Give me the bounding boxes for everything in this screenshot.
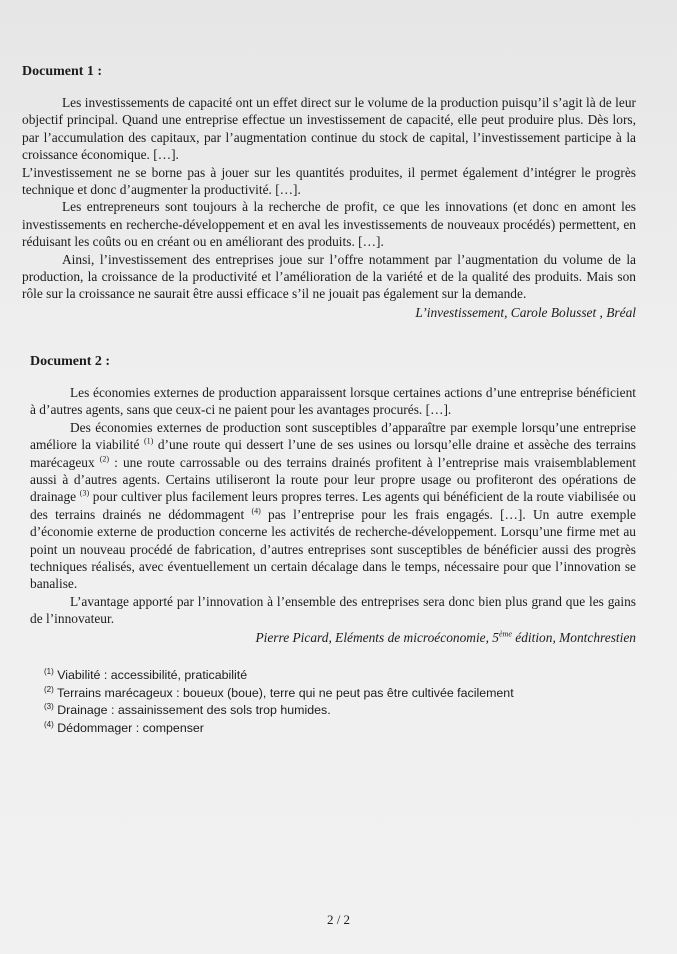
footnote-ref-4: (4) [251, 506, 261, 516]
document-2-title: Document 2 : [30, 354, 111, 369]
document-1-title: Document 1 : [22, 64, 103, 79]
doc1-source: L’investissement, Carole Bolusset , Bréal [415, 304, 636, 320]
footnote-3: $^{(3)}$ Drainage : assainissement des sols trop humides. [44, 701, 331, 717]
doc2-paragraph-2: Des économies externes de production sont susceptibles d’apparaître par exemple lorsqu’une entreprise améliore la viabilité $^{(1)}$ d’une route qui dessert l’une de ses usines ou lorsqu’elle draine et assèche des terrains marécageux $^{(2)}$ : une route carrossable ou des terrains drainés profitent à l’entreprise mais vraisemblablement aussi à d’autres agents. Certains utiliseront la route pour leur propre usage ou profiteront des opérations de drainage $^{(3)}$ pour cultiver plus facilement leurs propres terres. Les agents qui bénéficient de la route viabilisée ou des terrains drainés ne dédommagent $^{(4)}$ pas l’entreprise pour les frais engagés. […]. Un autre exemple d’économie externe de production concerne les activités de recherche-développement. Lorsqu’une firme met au point un nouveau procédé de fabrication, d’autres entreprises sont susceptibles de bénéficier aussi des progrès techniques réalisés, avec éventuellement un certain décalage dans le temps, nécessaire pour que l’innovation se banalise. [30, 419, 636, 592]
document-2 [30, 354, 636, 646]
footnotes [44, 667, 604, 737]
footnote-ref-2: (2) [99, 454, 110, 464]
footnote-1: $^{(1)}$ Viabilité : accessibilité, praticabilité [44, 666, 248, 682]
page-number: 2 / 2 [326, 912, 351, 927]
doc2-source: Pierre Picard, Eléments de microéconomie, 5ème édition, Montchrestien [255, 629, 636, 645]
doc1-paragraph-1: Les investissements de capacité ont un effet direct sur le volume de la production puisqu’il s’agit là de leur objectif principal. Quand une entreprise effectue un investissement de capacité, elle peut produire plus. Dès lors, par l’accumulation des capitaux, par l’augmentation continue du stock de capital, l’investissement participe à la croissance économique. […]. [22, 95, 636, 163]
document-1 [22, 64, 636, 321]
footnote-4: $^{(4)}$ Dédommager : compenser [44, 719, 204, 735]
footnote-2: $^{(2)}$ Terrains marécageux : boueux (boue), terre qui ne peut pas être cultivée facilement [44, 684, 514, 700]
doc2-paragraph-3: L’avantage apporté par l’innovation à l’ensemble des entreprises sera donc bien plus grand que les gains de l’innovateur. [30, 593, 636, 627]
footnote-ref-3: (3) [79, 488, 90, 498]
doc1-paragraph-3: Ainsi, l’investissement des entreprises joue sur l’offre notamment par l’augmentation du volume de la production, la croissance de la productivité et l’amélioration de la variété et de la qualité des produits. Mais son rôle sur la croissance ne saurait être aussi efficace s’il ne jouait pas également sur la demande. [22, 251, 636, 302]
doc2-paragraph-1: Les économies externes de production apparaissent lorsque certaines actions d’une entreprise bénéficient à d’autres agents, sans que ceux-ci ne paient pour les avantages procurés. […]. [30, 385, 636, 418]
doc1-paragraph-2: Les entrepreneurs sont toujours à la recherche de profit, ce que les innovations (et donc en amont les investissements en recherche-développement et en aval les investissements de nouveaux procédés) permettent, en réduisant les coûts ou en créant ou en améliorant des produits. […]. [22, 199, 636, 250]
doc1-paragraph-1b: L’investissement ne se borne pas à jouer sur les quantités produites, il permet également d’intégrer le progrès technique et donc d’augmenter la productivité. […]. [22, 164, 636, 198]
footnote-ref-1: (1) [143, 436, 154, 446]
